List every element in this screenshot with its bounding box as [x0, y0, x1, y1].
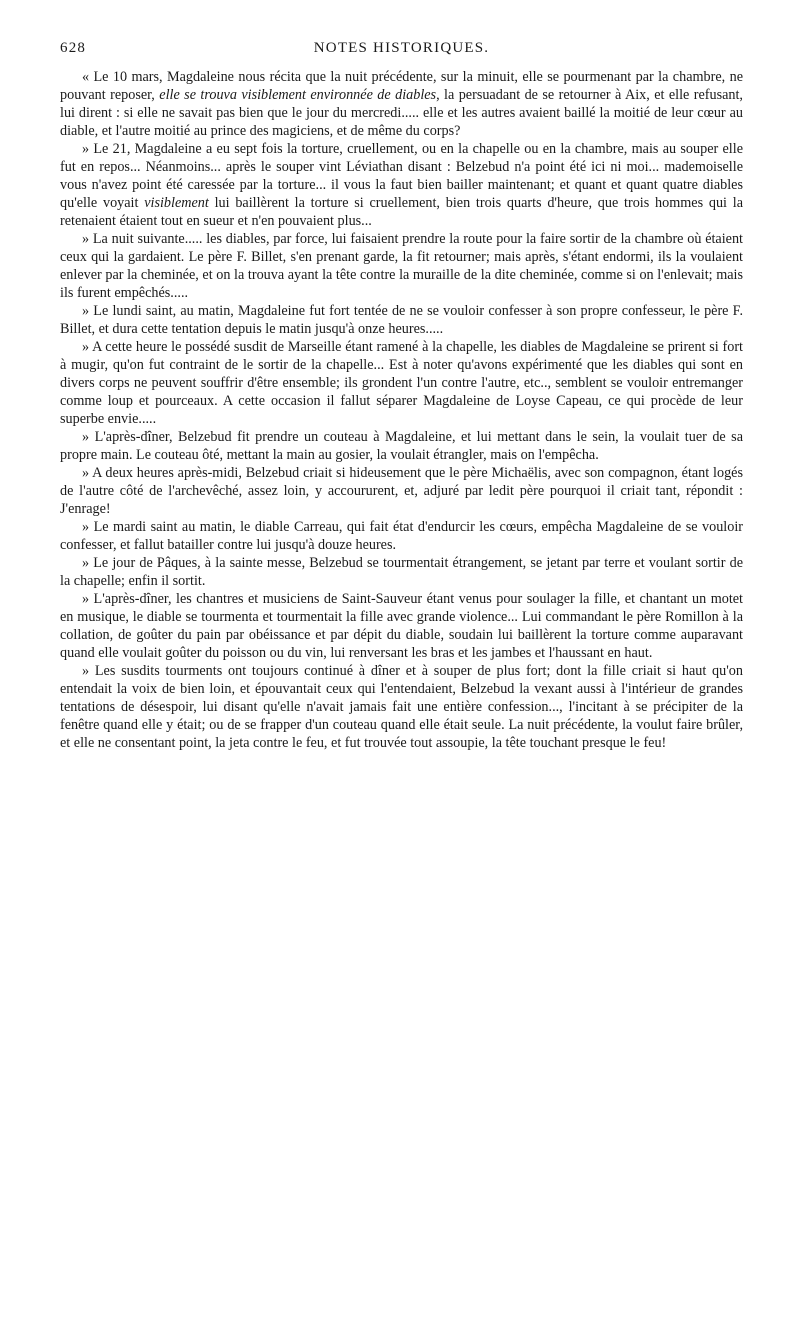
- text-run: » L'après-dîner, Belzebud fit prendre un couteau à Magdaleine, et lui mettant dans le sein, la voulait tuer de sa propre main. Le couteau ôté, mettant la main au gosier, la voulait étrangler, mais on l'empêcha.: [60, 429, 743, 463]
- text-run: » L'après-dîner, les chantres et musiciens de Saint-Sauveur étant venus pour soulager la fille, et chantant un motet en musique, le diable se tourmenta et tourmentait la fille avec grande violence... Lui commandant le père Romillon à la collation, de goûter du pain par obéissance et par dépit du diable, soudain lui baillèrent la torture comme auparavant quand elle voulait goûter du poisson ou du vin, lui renversant les bras et les jambes et l'haussant en haut.: [60, 591, 743, 661]
- paragraph: [60, 140, 743, 230]
- text-run: lui baillèrent la torture si cruellement, bien trois quarts d'heure, que trois hommes qui la retenaient étaient tout en sueur et n'en pouvaient plus...: [60, 195, 743, 229]
- book-page: [60, 36, 743, 752]
- text-run: » Le lundi saint, au matin, Magdaleine fut fort tentée de ne se vouloir confesser à son propre confesseur, le père F. Billet, et dura cette tentation depuis le matin jusqu'à onze heures.....: [60, 303, 743, 337]
- paragraph: [60, 518, 743, 554]
- page-header: [60, 36, 743, 68]
- text-run: » A deux heures après-midi, Belzebud criait si hideusement que le père Michaëlis, avec son compagnon, étant logés de l'autre côté de l'archevêché, assez loin, y accoururent, et, adjuré par ledit père pourquoi il criait tant, répondit : J'enrage!: [60, 465, 743, 517]
- paragraph: [60, 338, 743, 428]
- paragraph: [60, 590, 743, 662]
- text-run: » Le 21, Magdaleine a eu sept fois la torture, cruellement, ou en la chapelle ou en la chambre, mais au souper elle fut en repos... Néanmoins... après le souper vint Léviathan disant : Belzebud n'a point été ici ni moi... mademoiselle vous n'avez point été caressée par la torture... il vous la faut bien bailler maintenant; et quant et quant quatre diables qu'elle voyait: [60, 141, 743, 211]
- paragraph: [60, 428, 743, 464]
- paragraph: [60, 554, 743, 590]
- italic-text: elle se trouva visiblement environnée de diables: [159, 87, 437, 103]
- paragraph: [60, 302, 743, 338]
- paragraph: [60, 464, 743, 518]
- text-run: » Le jour de Pâques, à la sainte messe, Belzebud se tourmentait étrangement, se jetant par terre et voulant sortir de la chapelle; enfin il sortit.: [60, 555, 743, 589]
- page-number: 628: [60, 40, 87, 56]
- running-title: NOTES HISTORIQUES.: [313, 40, 490, 56]
- text-run: » A cette heure le possédé susdit de Marseille étant ramené à la chapelle, les diables de Magdaleine se prirent si fort à mugir, qu'on fut contraint de le sortir de la chapelle... Est à noter qu'avons expérimenté que les diables qui sont en divers corps ne peuvent souffrir d'être ensemble; ils grondent l'un contre l'autre, etc.., semblent se vouloir entremanger comme loup et pourceaux. A cette occasion il fallut séparer Magdaleine de Loyse Capeau, ce qui procède de leur superbe envie.....: [60, 339, 743, 427]
- text-run: » Les susdits tourments ont toujours continué à dîner et à souper de plus fort; dont la fille criait si haut qu'on entendait la voix de bien loin, et épouvantait ceux qui l'entendaient, Belzebud la vexant aussi à l'intérieur de grandes tentations de désespoir, lui disant qu'elle n'avait jamais fait une entière confession..., l'incitant à se précipiter de la fenêtre quand elle y était; ou de se frapper d'un couteau quand elle était seule. La nuit précédente, la voulut faire brûler, et elle ne consentant point, la jeta contre le feu, et fut trouvée tout assoupie, la tête touchant presque le feu!: [60, 663, 743, 751]
- text-body: [60, 68, 743, 752]
- text-run: » La nuit suivante..... les diables, par force, lui faisaient prendre la route pour la faire sortir de la chambre où étaient ceux qui la gardaient. Le père F. Billet, s'en prenant garde, la fit retourner; mais après, s'étant endormi, ils la voulaient enlever par la cheminée, et on la trouva ayant la tête contre la muraille de la dite cheminée, comme si on l'enlevait; mais ils furent empêchés.....: [60, 231, 743, 301]
- italic-text: visiblement: [144, 195, 209, 211]
- text-run: » Le mardi saint au matin, le diable Carreau, qui fait état d'endurcir les cœurs, empêcha Magdaleine de se vouloir confesser, et fallut batailler contre lui jusqu'à douze heures.: [60, 519, 743, 553]
- text-run: , la persuadant de se retourner à Aix, et elle refusant, lui dirent : si elle ne savait pas bien que le jour du mercredi..... elle et les autres avaient baillé la moitié de leur cœur au diable, et l'autre moitié au prince des magiciens, et de même du corps?: [60, 87, 743, 139]
- text-run: « Le 10 mars, Magdaleine nous récita que la nuit précédente, sur la minuit, elle se pourmenant par la chambre, ne pouvant reposer,: [60, 69, 743, 103]
- paragraph: [60, 662, 743, 752]
- paragraph: [60, 230, 743, 302]
- paragraph: [60, 68, 743, 140]
